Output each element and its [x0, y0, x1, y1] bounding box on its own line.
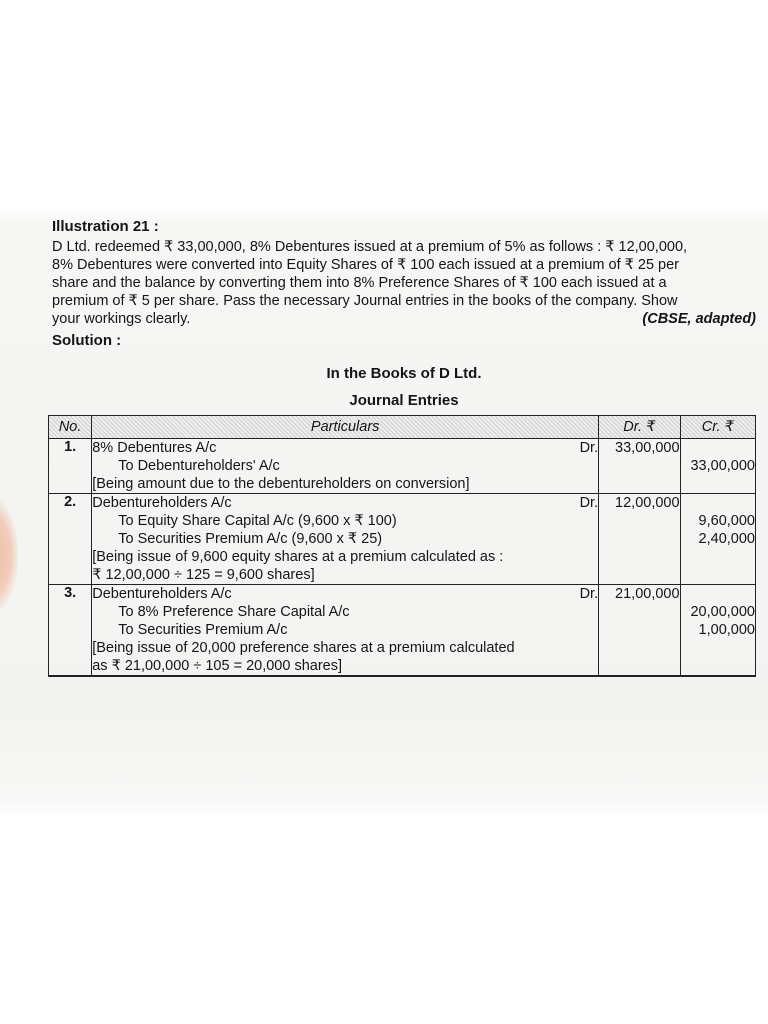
entry-cr-cell — [680, 585, 755, 677]
credit-account: To Equity Share Capital A/c (9,600 x ₹ 100) — [118, 513, 397, 529]
entry-particulars — [92, 494, 599, 585]
col-header-dr: Dr. ₹ — [599, 416, 680, 439]
entry-dr-cell — [599, 585, 680, 677]
dr-marker: Dr. — [579, 586, 599, 602]
narration-line: [Being amount due to the debentureholders on conversion] — [92, 476, 470, 492]
entry-number: 2. — [49, 494, 92, 585]
dr-marker: Dr. — [579, 440, 599, 456]
cr-amount: 20,00,000 — [690, 604, 755, 620]
illustration-title: Illustration 21 : — [52, 218, 159, 235]
cr-amount: 2,40,000 — [698, 531, 755, 547]
journal-title: Journal Entries — [349, 392, 459, 409]
credit-account: To Securities Premium A/c (9,600 x ₹ 25) — [118, 531, 383, 547]
source-citation: (CBSE, adapted) — [642, 311, 756, 327]
credit-account: To Securities Premium A/c — [118, 622, 288, 638]
solution-label: Solution : — [52, 332, 122, 349]
narration-line: as ₹ 21,00,000 ÷ 105 = 20,000 shares] — [92, 658, 342, 674]
credit-account: To 8% Preference Share Capital A/c — [118, 604, 350, 620]
dr-amount: 12,00,000 — [615, 495, 680, 511]
narration-line: [Being issue of 20,000 preference shares at a premium calculated — [92, 640, 515, 656]
cr-amount: 9,60,000 — [698, 513, 755, 529]
entry-dr-cell — [599, 494, 680, 585]
debit-line — [92, 585, 598, 603]
problem-line: D Ltd. redeemed ₹ 33,00,000, 8% Debentures issued at a premium of 5% as follows : ₹ 12,00,000, — [52, 239, 688, 255]
cr-amount: 33,00,000 — [690, 458, 755, 474]
problem-line: 8% Debentures were converted into Equity Shares of ₹ 100 each issued at a premium of ₹ 25 per — [52, 257, 679, 273]
books-title: In the Books of D Ltd. — [326, 365, 482, 382]
debit-account: 8% Debentures A/c — [92, 440, 217, 456]
journal-entry-row — [49, 494, 756, 585]
cr-spacer — [681, 585, 755, 603]
illustration-block — [52, 218, 756, 409]
col-header-particulars: Particulars — [92, 416, 599, 439]
problem-last-line: your workings clearly. — [52, 311, 191, 327]
entry-cr-cell — [680, 494, 755, 585]
journal-header-row — [49, 416, 756, 439]
journal-entry-row — [49, 585, 756, 677]
cr-amount: 1,00,000 — [698, 622, 755, 638]
entry-particulars — [92, 439, 599, 494]
dr-amount: 21,00,000 — [615, 586, 680, 602]
narration-line: ₹ 12,00,000 ÷ 125 = 9,600 shares] — [92, 567, 315, 583]
debit-line — [92, 494, 598, 512]
debit-account: Debentureholders A/c — [92, 495, 232, 511]
debit-line — [92, 439, 598, 457]
debit-account: Debentureholders A/c — [92, 586, 232, 602]
entry-particulars — [92, 585, 599, 677]
finger-thumb — [0, 495, 18, 615]
problem-line: share and the balance by converting them into 8% Preference Shares of ₹ 100 each issued at a — [52, 275, 667, 291]
cr-spacer — [681, 439, 755, 457]
problem-last-line-row — [52, 310, 756, 328]
entry-cr-cell — [680, 439, 755, 494]
entry-dr-cell — [599, 439, 680, 494]
dr-amount: 33,00,000 — [615, 440, 680, 456]
journal-table — [48, 415, 756, 677]
credit-account: To Debentureholders' A/c — [118, 458, 280, 474]
dr-marker: Dr. — [579, 495, 599, 511]
cr-spacer — [681, 494, 755, 512]
col-header-cr: Cr. ₹ — [680, 416, 755, 439]
narration-line: [Being issue of 9,600 equity shares at a premium calculated as : — [92, 549, 504, 565]
journal-entry-row — [49, 439, 756, 494]
col-header-no: No. — [49, 416, 92, 439]
entry-number: 3. — [49, 585, 92, 677]
entry-number: 1. — [49, 439, 92, 494]
problem-line: premium of ₹ 5 per share. Pass the necessary Journal entries in the books of the company. Show — [52, 293, 678, 309]
